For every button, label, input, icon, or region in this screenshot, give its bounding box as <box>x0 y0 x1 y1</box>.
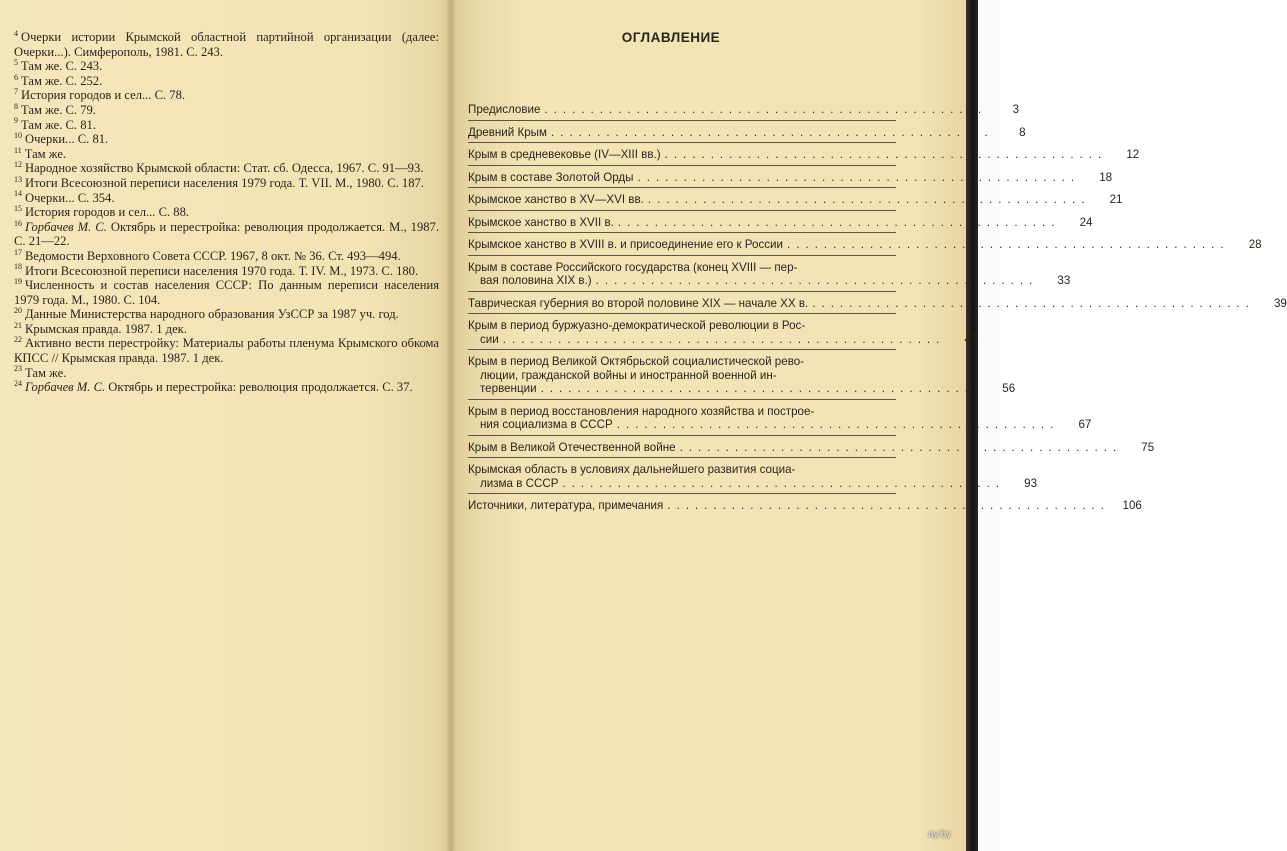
footnote-number: 21 <box>14 320 22 330</box>
toc-entry-title: Древний Крым <box>468 125 547 139</box>
footnote-4 <box>14 30 439 59</box>
toc-entry-title: тервенции <box>480 382 537 395</box>
toc-entry-title: Крым в период буржуазно-демократической революции в Рос- <box>468 319 806 332</box>
toc-entry <box>468 439 1155 459</box>
leader-dots: ................................................ <box>617 215 1061 229</box>
footnote-5 <box>14 59 439 74</box>
footnote-text: Там же. <box>25 365 67 380</box>
toc-page-number: 21 <box>1109 193 1123 206</box>
leader-dots: ................................................ <box>637 170 1081 184</box>
footnote-16 <box>14 220 439 249</box>
toc-page-number: 67 <box>1078 418 1092 431</box>
leader-dots: ................................................ <box>551 125 994 139</box>
footnote-8 <box>14 103 439 118</box>
toc-heading: ОГЛАВЛЕНИЕ <box>621 30 721 45</box>
toc-entry-title: Крымское ханство в XVII в. <box>468 215 614 229</box>
toc-entry-title: Таврическая губерния во второй половине XIX — начале XX в. <box>468 296 809 310</box>
toc-entry <box>468 461 1038 494</box>
footnote-text: История городов и сел... С. 78. <box>21 88 186 103</box>
footnote-21 <box>14 322 439 337</box>
footnote-number: 10 <box>14 130 22 140</box>
toc-entry-title: Источники, литература, примечания <box>468 499 664 512</box>
footnote-number: 18 <box>14 262 22 272</box>
leader-dots: ................................................ <box>595 274 1039 287</box>
footnote-20 <box>14 307 439 322</box>
footnotes-list <box>14 30 439 395</box>
footnote-number: 14 <box>14 189 22 199</box>
footnote-number: 22 <box>14 335 22 345</box>
footnote-11 <box>14 147 439 162</box>
toc-entry <box>468 353 1016 400</box>
toc-page-number: 3 <box>1012 103 1020 116</box>
footnote-6 <box>14 74 439 89</box>
footnote-text: Активно вести перестройку: Материалы работы пленума Крымского обкома КПСС // Крымская правда. 1987. 1 дек. <box>14 336 439 366</box>
footnote-17 <box>14 249 439 264</box>
footnote-text: Народное хозяйство Крымской области: Стат. сб. Одесса, 1967. С. 91—93. <box>25 161 424 176</box>
footnote-number: 13 <box>14 174 22 184</box>
footnote-number: 5 <box>14 58 18 67</box>
footnote-text: Там же. <box>24 146 67 161</box>
footnote-text: Очерки... С. 81. <box>25 132 109 147</box>
footnote-author: Горбачев М. С. <box>25 219 107 234</box>
toc-entry <box>468 236 1262 256</box>
footnote-number: 7 <box>14 87 18 97</box>
leader-dots: ................................................ <box>664 148 1108 161</box>
toc-entry <box>468 191 1123 211</box>
footnote-number: 4 <box>14 28 18 38</box>
toc-entry <box>468 317 978 350</box>
footnote-22 <box>14 336 439 365</box>
footnote-text: Октябрь и перестройка: революция продолжается. С. 37. <box>105 380 413 395</box>
footnote-text: Там же. С. 243. <box>21 59 103 74</box>
footnote-text: Там же. С. 81. <box>21 117 96 132</box>
footnote-text: Крымская правда. 1987. 1 дек. <box>25 321 187 336</box>
leader-dots: ................................................ <box>544 103 988 116</box>
footnote-text: Итоги Всесоюзной переписи населения 1970 года. Т. IV. М., 1973. С. 180. <box>25 263 419 278</box>
footnote-text: Ведомости Верховного Совета СССР. 1967, 8 окт. № 36. Ст. 493—494. <box>25 248 401 263</box>
footnote-19 <box>14 278 439 307</box>
toc-entry <box>468 214 1093 234</box>
footnote-text: Данные Министерства народного образования УзССР за 1987 уч. год. <box>25 307 399 322</box>
toc-page-number: 28 <box>1248 238 1262 251</box>
toc-page-number: 39 <box>1273 296 1287 310</box>
footnote-text: Октябрь и перестройка: революция продолжается. М., 1987. С. 21—22. <box>14 219 439 249</box>
toc-entry <box>468 146 1140 166</box>
footnote-text: История городов и сел... С. 88. <box>25 205 190 220</box>
footnote-number: 19 <box>14 276 22 286</box>
footnote-10 <box>14 132 439 147</box>
footnote-number: 24 <box>14 379 22 389</box>
footnote-18 <box>14 264 439 279</box>
leader-dots: ................................................ <box>562 476 1006 490</box>
footnote-9 <box>14 118 439 133</box>
footnote-number: 17 <box>14 247 22 257</box>
toc-entry <box>468 259 1071 292</box>
footnote-number: 12 <box>14 160 22 170</box>
footnote-7 <box>14 88 439 103</box>
leader-dots: ................................................ <box>679 440 1123 454</box>
toc-entry-title: Крымское ханство в XVIII в. и присоединение его к России <box>468 238 783 251</box>
footnote-number: 15 <box>14 203 22 213</box>
toc-entry-title: сии <box>480 332 499 346</box>
footnote-text: Там же. С. 79. <box>21 102 96 117</box>
footnote-14 <box>14 191 439 206</box>
toc-page-number: 12 <box>1126 148 1140 161</box>
leader-dots: ................................................ <box>616 418 1060 431</box>
toc-entry-title: вая половина XIX в.) <box>480 274 592 287</box>
toc-entry <box>468 101 1020 121</box>
table-of-contents <box>468 101 1287 519</box>
footnote-number: 11 <box>14 145 22 155</box>
leader-dots: ................................................ <box>667 499 1110 512</box>
footnote-number: 16 <box>14 218 22 228</box>
toc-page-number: 24 <box>1079 215 1093 229</box>
toc-entry-title: Крымское ханство в XV—XVI вв. <box>468 193 644 206</box>
toc-page-number: 33 <box>1057 274 1071 287</box>
leader-dots: ................................................ <box>786 238 1230 251</box>
footnote-text: Очерки... С. 354. <box>25 190 115 205</box>
leader-dots: ................................................ <box>647 193 1091 206</box>
toc-entry-title: лизма в СССР <box>480 476 559 490</box>
footnote-13 <box>14 176 439 191</box>
footnote-text: Очерки истории Крымской областной партийной организации (далее: Очерки...). Симферополь, 1981. С. 243. <box>14 30 439 59</box>
toc-page-number: 18 <box>1099 170 1113 184</box>
toc-entry-title: Крым в Великой Отечественной войне <box>468 440 676 454</box>
footnote-text: Там же. С. 252. <box>21 73 103 88</box>
footnote-number: 8 <box>14 101 18 111</box>
leader-dots: ................................................ <box>502 332 946 346</box>
toc-page-number: 93 <box>1024 476 1038 490</box>
footnote-15 <box>14 205 439 220</box>
toc-page-number: 8 <box>1019 125 1026 139</box>
footnote-text: Численность и состав населения СССР: По данным переписи населения 1979 года. М., 1980. С. 104. <box>14 278 439 307</box>
footnote-24 <box>14 380 439 395</box>
footnote-number: 23 <box>14 364 22 374</box>
toc-entry-title: Крым в составе Российского государства (конец XVIII — пер- <box>468 260 798 274</box>
toc-page-number: 75 <box>1141 440 1155 454</box>
footnote-number: 9 <box>14 116 18 126</box>
toc-entry <box>468 169 1113 189</box>
toc-page-number: 106 <box>1122 499 1142 512</box>
toc-page-number: 47 <box>964 332 978 346</box>
leader-dots: ................................................ <box>812 296 1255 310</box>
watermark: ay.by <box>928 829 952 840</box>
toc-entry <box>468 403 1092 436</box>
toc-entry-title: люции, гражданской войны и иностранной военной ин- <box>480 368 777 382</box>
footnote-23 <box>14 366 439 381</box>
footnote-text: Итоги Всесоюзной переписи населения 1979 года. Т. VII. М., 1980. С. 187. <box>25 175 424 190</box>
footnote-number: 20 <box>14 306 22 316</box>
leader-dots: ................................................ <box>540 382 984 395</box>
toc-entry <box>468 497 1142 516</box>
toc-entry-title: Крым в период Великой Октябрьской социалистической рево- <box>468 355 805 368</box>
book-gutter <box>446 0 456 851</box>
footnote-author: Горбачев М. С. <box>25 380 106 395</box>
toc-entry <box>468 295 1287 315</box>
toc-entry-title: Предисловие <box>468 103 541 116</box>
toc-page-number: 56 <box>1002 382 1016 395</box>
toc-entry <box>468 124 1026 144</box>
toc-entry-title: Крым в период восстановления народного хозяйства и построе- <box>468 404 815 418</box>
toc-entry-title: Крымская область в условиях дальнейшего развития социа- <box>468 463 796 476</box>
footnote-number: 6 <box>14 72 18 82</box>
toc-entry-title: Крым в средневековье (IV—XIII вв.) <box>468 148 661 161</box>
toc-entry-title: ния социализма в СССР <box>480 418 613 431</box>
footnote-12 <box>14 161 439 176</box>
toc-entry-title: Крым в составе Золотой Орды <box>468 170 634 184</box>
